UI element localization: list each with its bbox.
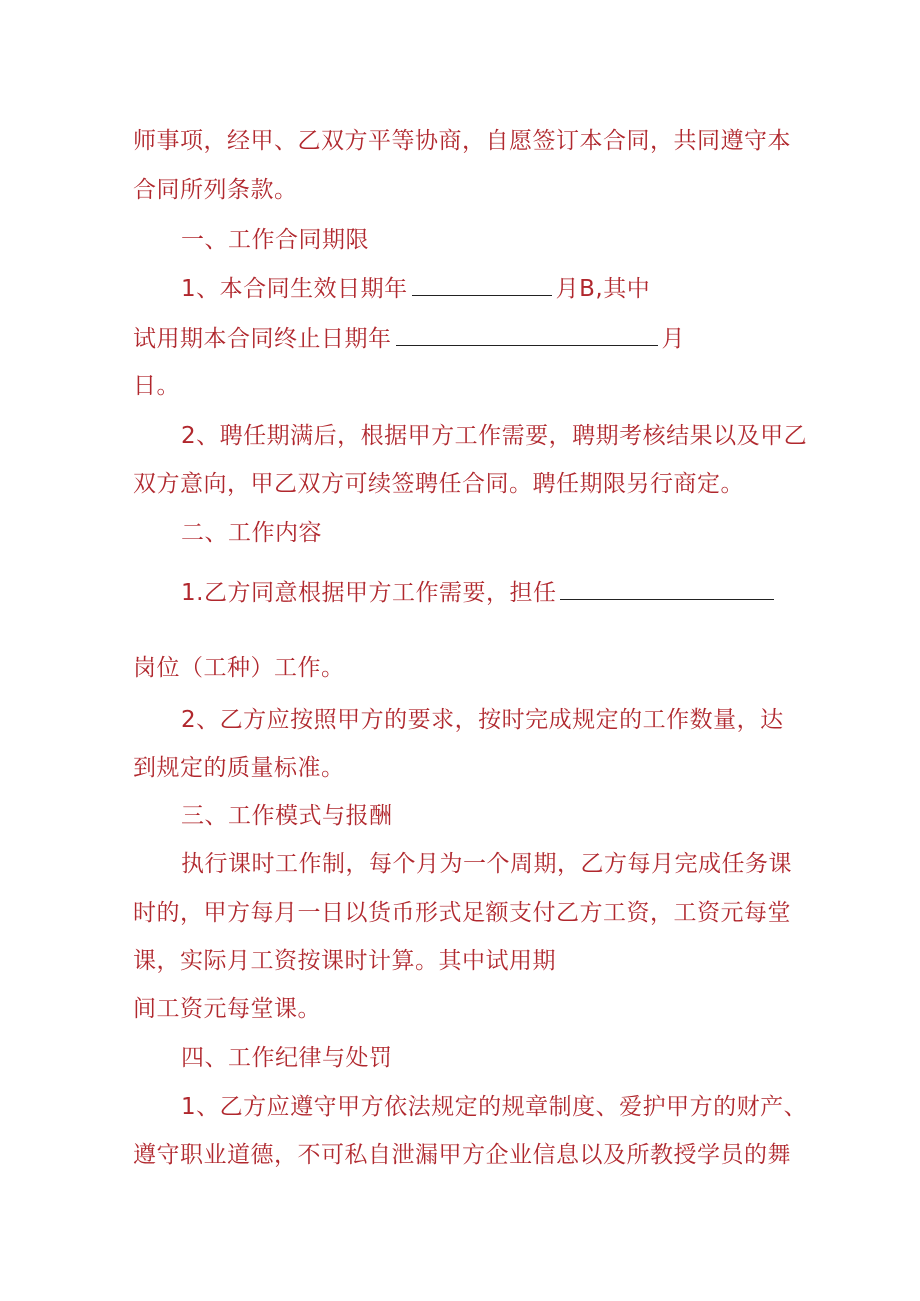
- paragraph-line: 合同所列条款。: [133, 177, 298, 203]
- fill-in-blank[interactable]: [396, 323, 658, 346]
- paragraph-line: 1、乙方应遵守甲方依法规定的规章制度、爱护甲方的财产、: [181, 1094, 808, 1120]
- paragraph-line: 遵守职业道德，不可私自泄漏甲方企业信息以及所教授学员的舞: [133, 1142, 791, 1168]
- paragraph-line: 岗位（工种）工作。: [133, 655, 345, 681]
- paragraph-line: 到规定的质量标准。: [133, 755, 345, 781]
- paragraph-line: 执行课时工作制，每个月为一个周期，乙方每月完成任务课: [181, 851, 792, 877]
- paragraph-line: 时的，甲方每月一日以货币形式足额支付乙方工资，工资元每堂: [133, 900, 791, 926]
- clause-effective-date: [181, 273, 650, 304]
- clause-text: 1.乙方同意根据甲方工作需要，担任: [181, 580, 557, 606]
- paragraph-line: 双方意向，甲乙双方可续签聘任合同。聘任期限另行商定。: [133, 471, 744, 497]
- paragraph-line: 日。: [133, 373, 180, 399]
- clause-text: 月: [661, 326, 685, 352]
- clause-position: [181, 577, 778, 608]
- fill-in-blank[interactable]: [412, 273, 552, 296]
- section-heading-discipline: 四、工作纪律与处罚: [181, 1045, 393, 1071]
- section-heading-pay: 三、工作模式与报酬: [181, 803, 393, 829]
- clause-text: 1、本合同生效日期年: [181, 276, 408, 302]
- clause-termination-date: [133, 323, 685, 354]
- paragraph-line: 师事项，经甲、乙双方平等协商，自愿签订本合同，共同遵守本: [133, 128, 791, 154]
- section-heading-content: 二、工作内容: [181, 520, 322, 546]
- section-heading-term: 一、工作合同期限: [181, 227, 369, 253]
- clause-text: 试用期本合同终止日期年: [133, 326, 392, 352]
- paragraph-line: 间工资元每堂课。: [133, 996, 321, 1022]
- paragraph-line: 2、乙方应按照甲方的要求，按时完成规定的工作数量，达: [181, 707, 784, 733]
- fill-in-blank[interactable]: [560, 577, 774, 600]
- clause-text: 月B,其中: [555, 276, 651, 302]
- paragraph-line: 课，实际月工资按课时计算。其中试用期: [133, 948, 556, 974]
- paragraph-line: 2、聘任期满后，根据甲方工作需要，聘期考核结果以及甲乙: [181, 423, 808, 449]
